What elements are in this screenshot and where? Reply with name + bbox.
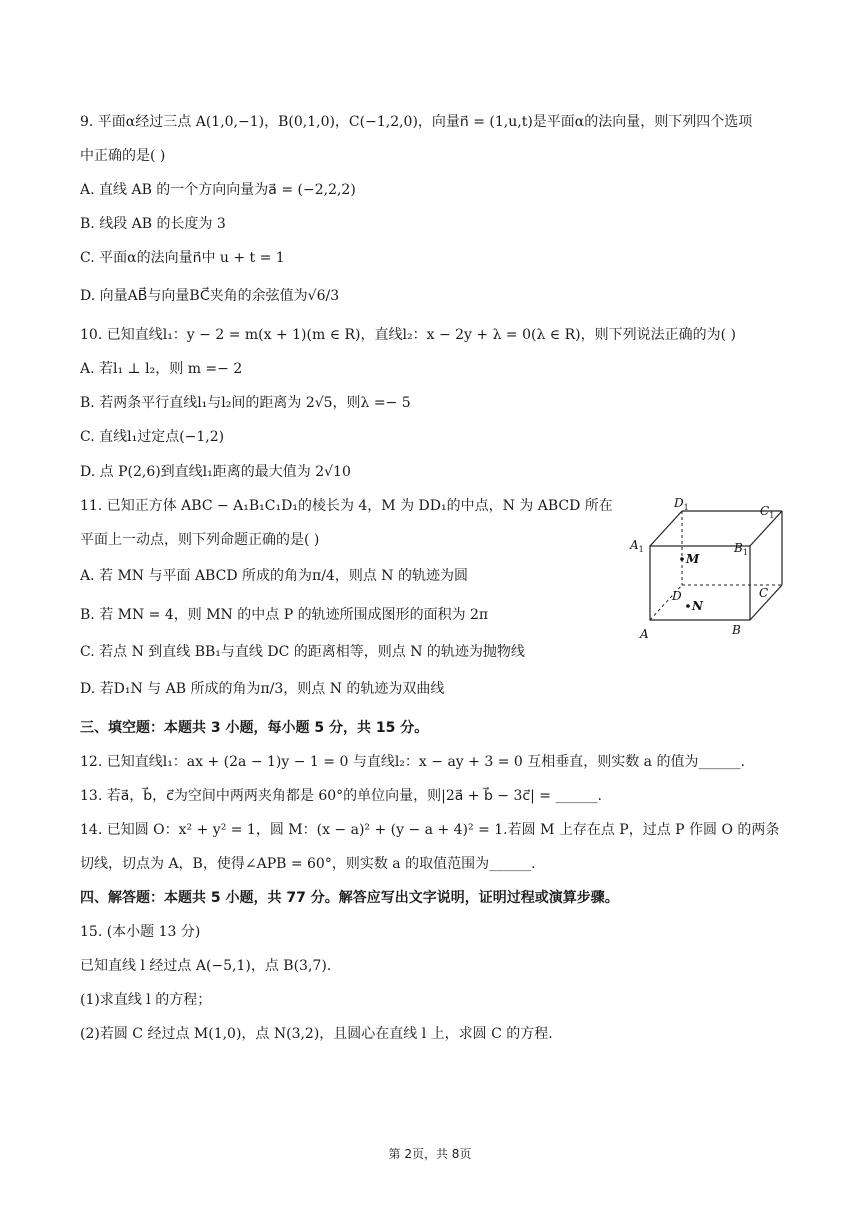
edge-a1-d1 bbox=[650, 511, 682, 546]
q13: 13. 若a⃗，b⃗，c⃗为空间中两两夹角都是 60°的单位向量，则|2a⃗ + b⃗ − 3c⃗| = ______. bbox=[80, 788, 602, 804]
q10-stem: 10. 已知直线l₁：y − 2 = m(x + 1)(m ∈ R)，直线l₂：x − 2y + λ = 0(λ ∈ R)，则下列说法正确的为( ) bbox=[80, 327, 736, 343]
q9-option-c: C. 平面α的法向量n⃗中 u + t = 1 bbox=[80, 250, 285, 266]
point-m bbox=[680, 557, 684, 561]
q15-stem: 已知直线 l 经过点 A(−5,1)，点 B(3,7). bbox=[80, 958, 332, 974]
q9-stem-line2: 中正确的是( ) bbox=[80, 148, 166, 164]
q14-line1: 14. 已知圆 O：x² + y² = 1，圆 M：(x − a)² + (y − a + 4)² = 1.若圆 M 上存在点 P，过点 P 作圆 O 的两条 bbox=[80, 822, 780, 838]
label-c1: $C_1$ bbox=[760, 504, 775, 520]
label-m: M bbox=[686, 552, 700, 566]
section3-heading: 三、填空题：本题共 3 小题，每小题 5 分，共 15 分。 bbox=[80, 720, 429, 736]
q10-option-a: A. 若l₁ ⊥ l₂，则 m =− 2 bbox=[80, 361, 243, 377]
q11-option-c: C. 若点 N 到直线 BB₁与直线 DC 的距离相等，则点 N 的轨迹为抛物线 bbox=[80, 644, 525, 660]
q11-option-a: A. 若 MN 与平面 ABCD 所成的角为π/4，则点 N 的轨迹为圆 bbox=[80, 568, 468, 584]
q10-option-d: D. 点 P(2,6)到直线l₁距离的最大值为 2√10 bbox=[80, 464, 351, 480]
cube-figure bbox=[628, 493, 788, 645]
q9-option-d: D. 向量AB⃗与向量BC⃗夹角的余弦值为√6/3 bbox=[80, 288, 340, 304]
q11-option-b: B. 若 MN = 4，则 MN 的中点 P 的轨迹所围成图形的面积为 2π bbox=[80, 607, 489, 623]
q10-option-c: C. 直线l₁过定点(−1,2) bbox=[80, 429, 225, 445]
q10-option-b: B. 若两条平行直线l₁与l₂间的距离为 2√5，则λ =− 5 bbox=[80, 395, 411, 411]
label-a: A bbox=[640, 627, 649, 641]
label-d1: $D_1$ bbox=[674, 496, 689, 512]
label-c: C bbox=[759, 586, 769, 600]
label-b1: $B_1$ bbox=[734, 541, 748, 557]
label-a1: $A_1$ bbox=[630, 538, 644, 554]
q11-option-d: D. 若D₁N 与 AB 所成的角为π/3，则点 N 的轨迹为双曲线 bbox=[80, 681, 445, 697]
q14-line2: 切线，切点为 A，B，使得∠APB = 60°，则实数 a 的取值范围为______. bbox=[80, 856, 536, 872]
q9-option-b: B. 线段 AB 的长度为 3 bbox=[80, 216, 226, 232]
q12: 12. 已知直线l₁：ax + (2a − 1)y − 1 = 0 与直线l₂：x − ay + 3 = 0 互相垂直，则实数 a 的值为______. bbox=[80, 754, 745, 770]
q15-part2: (2)若圆 C 经过点 M(1,0)，点 N(3,2)，且圆心在直线 l 上，求圆 C 的方程. bbox=[80, 1026, 553, 1042]
q15-part1: (1)求直线 l 的方程； bbox=[80, 992, 212, 1008]
point-n bbox=[686, 604, 690, 608]
label-b: B bbox=[732, 623, 741, 637]
q15-title: 15. (本小题 13 分) bbox=[80, 924, 201, 940]
q11-stem-line1: 11. 已知正方体 ABC − A₁B₁C₁D₁的棱长为 4，M 为 DD₁的中点，N 为 ABCD 所在 bbox=[80, 498, 613, 514]
q9-stem-line1: 9. 平面α经过三点 A(1,0,−1)，B(0,1,0)，C(−1,2,0)，向量n⃗ = (1,u,t)是平面α的法向量，则下列四个选项 bbox=[80, 114, 753, 130]
page-footer: 第 2页，共 8页 bbox=[388, 1147, 472, 1161]
section4-heading: 四、解答题：本题共 5 小题，共 77 分。解答应写出文字说明，证明过程或演算步骤。 bbox=[80, 890, 619, 906]
label-n: N bbox=[692, 599, 703, 613]
q11-stem-line2: 平面上一动点，则下列命题正确的是( ) bbox=[80, 532, 320, 548]
q9-option-a: A. 直线 AB 的一个方向向量为a⃗ = (−2,2,2) bbox=[80, 182, 356, 198]
label-d: D bbox=[672, 589, 682, 603]
